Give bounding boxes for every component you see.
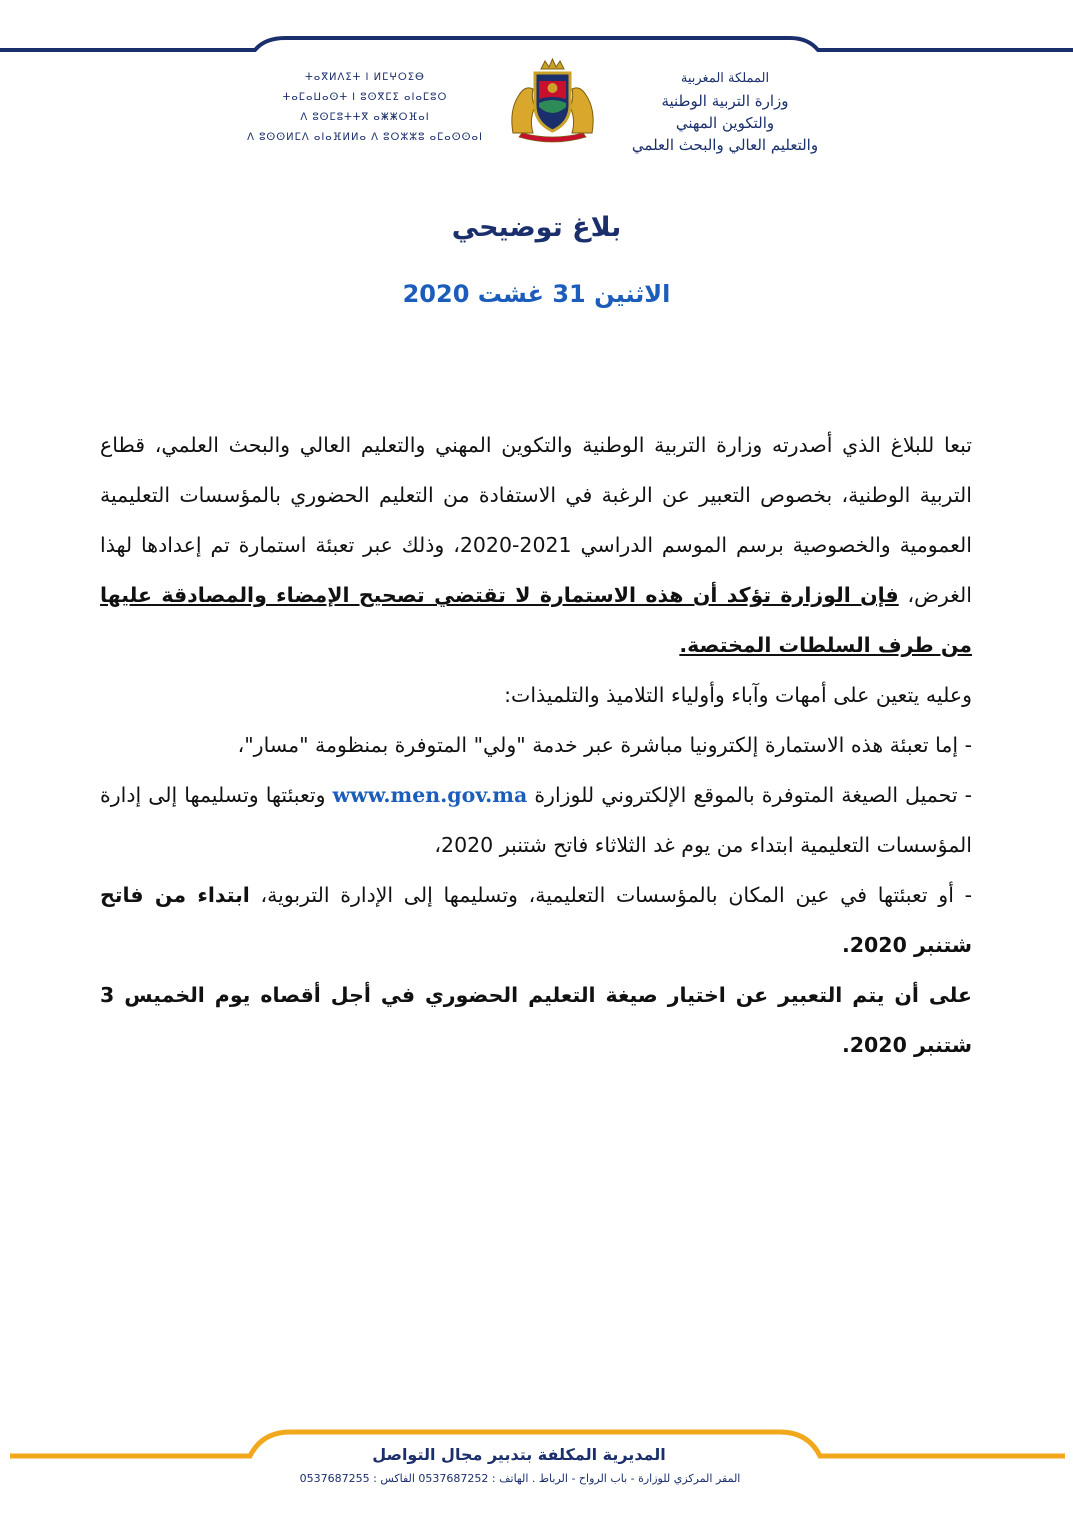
list-item-download-form <box>100 770 972 870</box>
header-arabic-line: المملكة المغربية <box>680 71 770 86</box>
list-item-online-form: - إما تعبئة هذه الاستمارة إلكترونيا مباشرة عبر خدمة "ولي" المتوفرة بمنظومة "مسار"، <box>237 733 972 757</box>
footer-directorate: المديرية المكلفة بتدبير مجال التواصل <box>372 1445 666 1464</box>
tifinagh-line: ⴷ ⵓⵙⵎⵓⵜⵜⴳ ⴰⵥⵥⵔⴼⴰⵏ <box>300 112 430 123</box>
tifinagh-line: ⵜⴰⴳⵍⴷⵉⵜ ⵏ ⵍⵎⵖⵔⵉⴱ <box>305 72 425 83</box>
closing-paragraph: على أن يتم التعبير عن اختيار صيغة التعليم الحضوري في أجل أقصاه يوم الخميس 3 شتنبر 2020. <box>100 983 972 1057</box>
list-item-onsite-form <box>100 870 972 970</box>
list-item-onsite-text: - أو تعبئتها في عين المكان بالمؤسسات التعليمية، وتسليمها إلى الإدارة التربوية، <box>249 883 972 907</box>
tifinagh-line: ⴷ ⵓⵙⵙⵍⵎⴷ ⴰⵏⴰⴼⵍⵍⴰ ⴷ ⵓⵔⵣⵣⵓ ⴰⵎⴰⵙⵙⴰⵏ <box>247 132 483 143</box>
moroccan-coat-of-arms-icon <box>505 55 600 145</box>
document-title: بلاغ توضيحي <box>451 212 622 243</box>
document-body <box>100 420 972 1070</box>
header-decorative-line <box>0 0 1073 60</box>
header-arabic-line: وزارة التربية الوطنية <box>661 92 789 110</box>
header-arabic <box>590 68 860 156</box>
list-item-download-text-after: وتعبئتها وتسليمها إلى إدارة المؤسسات التعليمية ابتداء من يوم غد الثلاثاء فاتح شتنبر 2020، <box>100 783 972 857</box>
list-item-download-text: - تحميل الصيغة المتوفرة بالموقع الإلكتروني للوزارة <box>527 783 973 807</box>
tifinagh-line: ⵜⴰⵎⴰⵡⴰⵙⵜ ⵏ ⵓⵙⴳⵎⵉ ⴰⵏⴰⵎⵓⵔ <box>282 92 448 103</box>
header-tifinagh <box>225 68 505 148</box>
footer-address: المقر المركزي للوزارة - باب الرواح - الرباط . الهاتف : 0537687252 الفاكس : 0537687255 <box>299 1472 741 1485</box>
body-paragraph-1-underlined: فإن الوزارة تؤكد أن هذه الاستمارة لا تقتضي تصحيح الإمضاء والمصادقة عليها من طرف السلطات المختصة. <box>100 583 972 657</box>
body-paragraph-1-text: تبعا للبلاغ الذي أصدرته وزارة التربية الوطنية والتكوين المهني والتعليم العالي والبحث العلمي، قطاع التربية الوطنية، بخصوص التعبير عن الرغبة في الاستفادة من التعليم الحضوري بالمؤسسات التعليمية العمومية والخصوصية برسم الموسم الدراسي 2021-2020، وذلك عبر تعبئة استمارة تم إعدادها لهذا الغرض، <box>100 433 973 607</box>
body-paragraph-1 <box>100 420 972 670</box>
document-date: الاثنين 31 غشت 2020 <box>402 280 671 308</box>
header-arabic-line: والتعليم العالي والبحث العلمي <box>631 136 819 154</box>
body-paragraph-2: وعليه يتعين على أمهات وآباء وأولياء التلاميذ والتلميذات: <box>504 683 972 707</box>
header-arabic-line: والتكوين المهني <box>675 114 775 132</box>
ministry-website-link[interactable]: www.men.gov.ma <box>332 783 528 807</box>
list-item-onsite-bold: ابتداء من فاتح شتنبر 2020. <box>100 883 972 957</box>
